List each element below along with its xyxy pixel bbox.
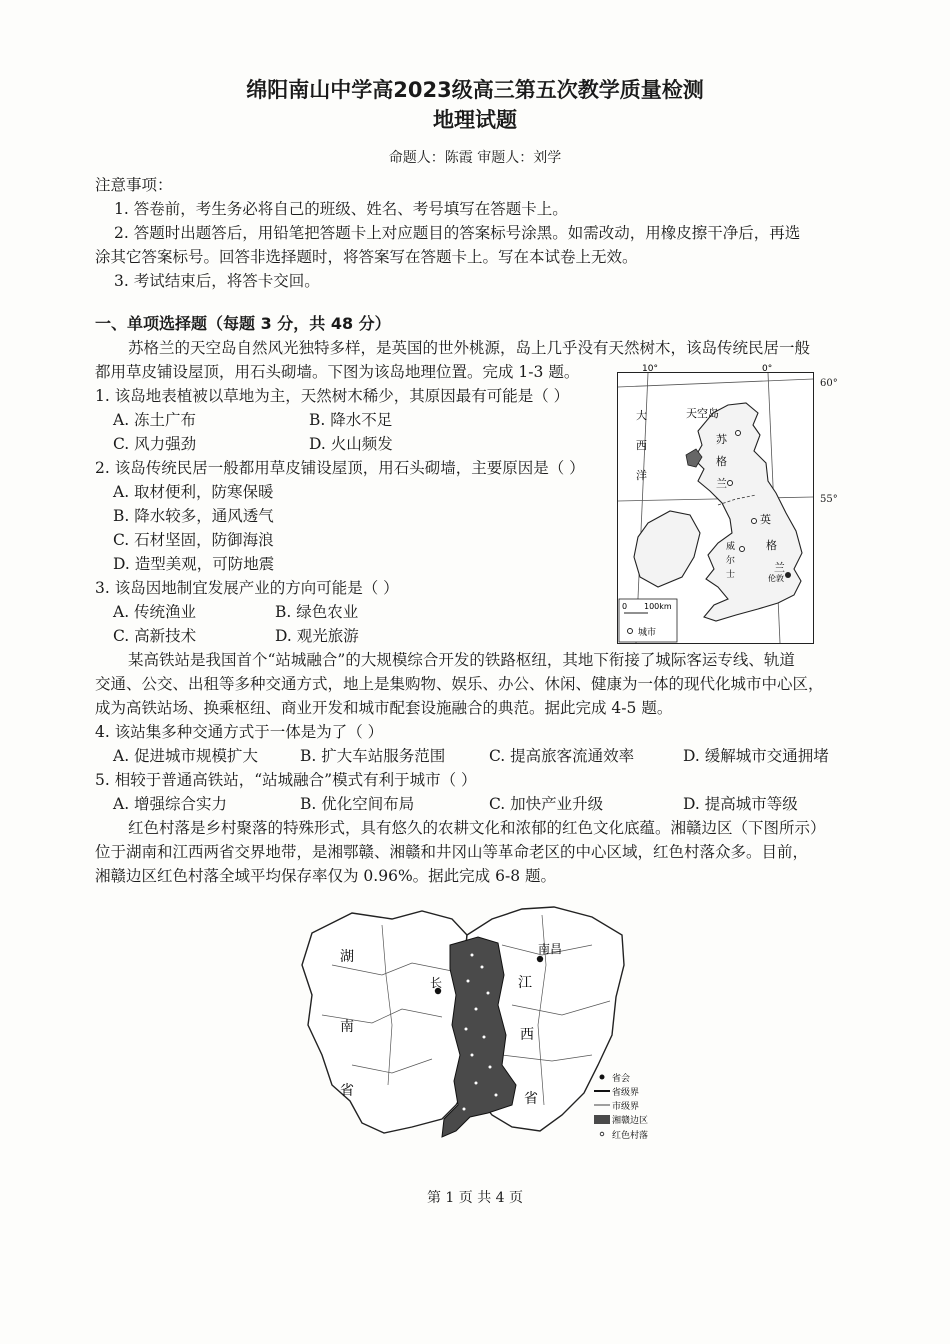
intro-1: 苏格兰的天空岛自然风光独特多样，是英国的世外桃源，岛上几乎没有天然树木，该岛传统民居一般 [128, 339, 811, 357]
england-label-1: 英 [760, 513, 771, 526]
xianggan-map-svg [292, 905, 672, 1155]
jiangxi-label-2: 西 [520, 1027, 534, 1043]
section-heading: 一、单项选择题（每题 3 分，共 48 分） [95, 314, 391, 333]
hunan-label-1: 湖 [340, 949, 354, 965]
question-2: 2. 该岛传统民居一般都用草皮铺设屋顶，用石头砌墙，主要原因是（ ） [95, 459, 585, 477]
lon-0-label: 0° [762, 364, 773, 374]
hunan-province [302, 911, 468, 1133]
q5-option-c: C. 加快产业升级 [489, 795, 604, 813]
jiangxi-label-3: 省 [524, 1091, 538, 1107]
question-5: 5. 相较于普通高铁站，“站城融合”模式有利于城市（ ） [95, 771, 477, 789]
intro-1-cont: 都用草皮铺设屋顶，用石头砌墙。下图为该岛地理位置。完成 1-3 题。 [95, 363, 580, 381]
great-britain [694, 403, 802, 621]
wales-label-2: 尔 [726, 556, 736, 566]
legend-capital-symbol [600, 1075, 605, 1080]
xianggan-map [292, 905, 672, 1155]
london-label: 伦敦 [768, 574, 784, 583]
exam-title: 绵阳南山中学高2023级高三第五次教学质量检测 [246, 78, 704, 102]
atlantic-label-2: 西 [636, 439, 647, 452]
intro-2-cont2: 成为高铁站场、换乘枢纽、商业开发和城市配套设施融合的典范。据此完成 4-5 题。 [95, 699, 673, 717]
note-1: 1. 答卷前，考生务必将自己的班级、姓名、考号填写在答题卡上。 [114, 200, 568, 218]
lon-10w-label: 10° [642, 364, 658, 374]
intro-3-cont1: 位于湖南和江西两省交界地带，是湘鄂赣、湘赣和井冈山等革命老区的中心区域，红色村落众多。目前， [95, 843, 809, 861]
q3-option-d: D. 观光旅游 [275, 627, 359, 645]
exam-subtitle: 地理试题 [433, 108, 517, 132]
hunan-label-2: 南 [340, 1019, 354, 1035]
q1-option-d: D. 火山频发 [309, 435, 393, 453]
q3-option-a: A. 传统渔业 [113, 603, 197, 621]
hunan-label-3: 省 [340, 1083, 354, 1099]
q4-option-c: C. 提高旅客流通效率 [489, 747, 635, 765]
skye-label: 天空岛 [686, 407, 719, 420]
legend-prov-label: 省级界 [612, 1088, 640, 1098]
q4-option-a: A. 促进城市规模扩大 [113, 747, 259, 765]
notes-heading: 注意事项： [95, 176, 173, 194]
q1-option-b: B. 降水不足 [309, 411, 393, 429]
legend-city-label: 市级界 [612, 1102, 640, 1112]
lat-60-label: 60° [820, 378, 838, 389]
london-dot [785, 572, 791, 578]
lat-55-label: 55° [820, 494, 838, 505]
q5-option-d: D. 提高城市等级 [683, 795, 798, 813]
intro-3-cont2: 湘赣边区红色村落全域平均保存率仅为 0.96%。据此完成 6-8 题。 [95, 867, 556, 885]
q2-option-c: C. 石材坚固，防御海浪 [113, 531, 274, 549]
q2-option-a: A. 取材便利，防寒保暖 [113, 483, 274, 501]
legend-city-symbol [628, 629, 633, 634]
intro-2: 某高铁站是我国首个“站城融合”的大规模综合开发的铁路枢纽，其地下衔接了城际客运专线、轨道 [128, 651, 795, 669]
q5-option-b: B. 优化空间布局 [300, 795, 415, 813]
city-dot [740, 547, 745, 552]
question-3: 3. 该岛因地制宜发展产业的方向可能是（ ） [95, 579, 399, 597]
wales-label-1: 威 [726, 542, 736, 552]
scotland-label-3: 兰 [716, 477, 727, 490]
legend-city-label: 城市 [638, 628, 657, 638]
note-2-cont: 涂其它答案标号。回答非选择题时，将答案写在答题卡上。写在本试卷上无效。 [95, 248, 638, 266]
q4-option-d: D. 缓解城市交通拥堵 [683, 747, 829, 765]
wales-label-3: 士 [726, 570, 736, 580]
city-dot [728, 481, 733, 486]
uk-map [617, 364, 814, 644]
uk-map-svg [618, 364, 813, 643]
ireland [634, 511, 700, 587]
question-4: 4. 该站集多种交通方式于一体是为了（ ） [95, 723, 384, 741]
q2-option-b: B. 降水较多，通风透气 [113, 507, 274, 525]
scale-label: 100km [644, 602, 672, 611]
authors: 命题人：陈霞 审题人：刘学 [388, 150, 562, 166]
atlantic-label-3: 洋 [636, 469, 647, 482]
note-2: 2. 答题时出题答后，用铅笔把答题卡上对应题目的答案标号涂黑。如需改动，用橡皮擦干净后，再选 [114, 224, 801, 242]
legend-region-symbol [594, 1115, 610, 1124]
scotland-label-1: 苏 [716, 433, 727, 446]
legend-village-label: 红色村落 [612, 1131, 649, 1141]
q3-option-b: B. 绿色农业 [275, 603, 359, 621]
q1-option-c: C. 风力强劲 [113, 435, 197, 453]
scale-zero: 0 [622, 602, 628, 611]
q3-option-c: C. 高新技术 [113, 627, 197, 645]
nanchang-label: 南昌 [538, 942, 563, 956]
atlantic-label-1: 大 [636, 409, 647, 422]
legend-capital-label: 省会 [612, 1074, 631, 1084]
legend-region-label: 湘赣边区 [612, 1116, 649, 1126]
england-label-3: 兰 [774, 561, 785, 574]
q4-option-b: B. 扩大车站服务范围 [300, 747, 446, 765]
city-dot [752, 519, 757, 524]
q5-option-a: A. 增强综合实力 [113, 795, 228, 813]
england-label-2: 格 [766, 539, 777, 552]
intro-3: 红色村落是乡村聚落的特殊形式，具有悠久的农耕文化和浓郁的红色文化底蕴。湘赣边区（下图所示） [128, 819, 826, 837]
scotland-label-2: 格 [716, 455, 727, 468]
page-number: 第 1 页 共 4 页 [426, 1190, 524, 1206]
parallel-55 [618, 497, 813, 501]
intro-2-cont1: 交通、公交、出租等多种交通方式，地上是集购物、娱乐、办公、休闲、健康为一体的现代化城市中心区， [95, 675, 824, 693]
question-1: 1. 该岛地表植被以草地为主，天然树木稀少，其原因最有可能是（ ） [95, 387, 570, 405]
q2-option-d: D. 造型美观，可防地震 [113, 555, 275, 573]
legend-village-symbol [600, 1132, 604, 1136]
city-dot [736, 431, 741, 436]
note-3: 3. 考试结束后，将答卡交回。 [114, 272, 320, 290]
q1-option-a: A. 冻土广布 [113, 411, 197, 429]
nanchang-dot [537, 956, 543, 962]
jiangxi-label-1: 江 [518, 975, 532, 991]
changsha-label: 长 [430, 976, 443, 990]
